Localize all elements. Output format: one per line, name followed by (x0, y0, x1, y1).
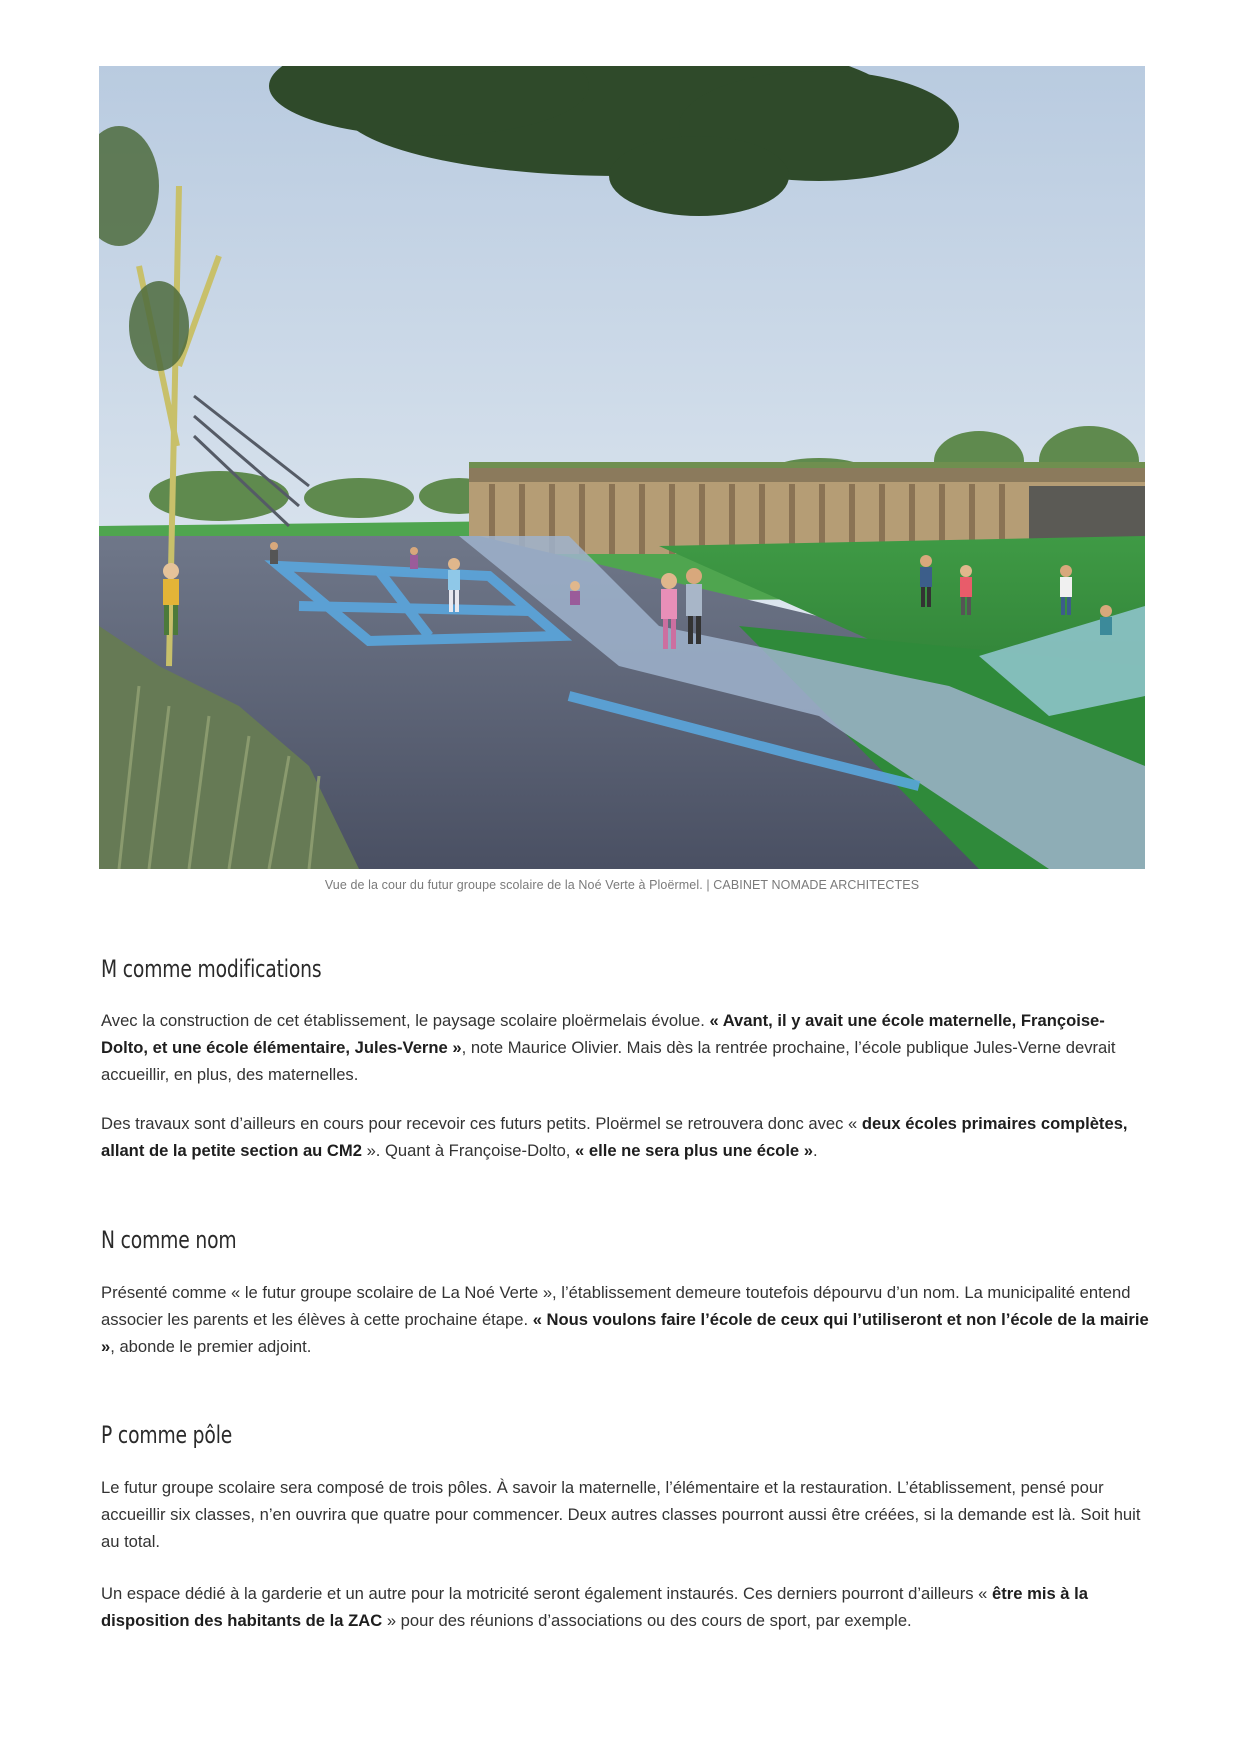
text-run: Un espace dédié à la garderie et un autre pour la motricité seront également instaurés. Ces derniers pourront d’ailleurs « (101, 1584, 993, 1603)
text-run: Présenté comme « le futur groupe scolaire de La Noé Verte », l’établissement demeure toutefois dépourvu d’un nom. La municipalité entend associer les parents et les élèves à cette prochaine étape. (101, 1283, 1131, 1329)
text-run: ». Quant à Françoise-Dolto, (361, 1141, 576, 1160)
paragraph-pole-1 (101, 1474, 1151, 1555)
bold-quote: deux écoles primaires complètes, allant de la petite section au CM2 (101, 1114, 1128, 1160)
text-run: . (813, 1141, 818, 1160)
bold-quote: « Avant, il y avait une école maternelle, Françoise-Dolto, et une école élémentaire, Jules-Verne » (101, 1011, 1105, 1057)
section-title-modifications: M comme modifications (101, 955, 322, 983)
bold-quote: « elle ne sera plus une école » (575, 1141, 813, 1160)
section-title-nom: N comme nom (101, 1226, 237, 1254)
schoolyard-rendering (99, 66, 1145, 869)
schoolyard-illustration (99, 66, 1145, 869)
text-run: , abonde le premier adjoint. (110, 1337, 312, 1356)
bold-quote: être mis à la disposition des habitants de la ZAC (101, 1584, 1088, 1630)
section-title-pole: P comme pôle (101, 1421, 233, 1449)
text-run: , note Maurice Olivier. Mais dès la rentrée prochaine, l’école publique Jules-Verne devrait accueillir, en plus, des maternelles. (101, 1038, 1116, 1084)
paragraph-modifications-2 (101, 1110, 1151, 1164)
paragraph-nom-1 (101, 1279, 1151, 1360)
bold-quote: « Nous voulons faire l’école de ceux qui l’utiliseront et non l’école de la mairie » (101, 1310, 1149, 1356)
paragraph-modifications-1 (101, 1007, 1151, 1088)
figure-caption: Vue de la cour du futur groupe scolaire de la Noé Verte à Ploërmel. | CABINET NOMADE ARCHITECTES (324, 878, 920, 892)
text-run: » pour des réunions d’associations ou des cours de sport, par exemple. (382, 1611, 912, 1630)
text-run: Avec la construction de cet établissement, le paysage scolaire ploërmelais évolue. (101, 1011, 710, 1030)
text-run: Le futur groupe scolaire sera composé de trois pôles. À savoir la maternelle, l’élémentaire et la restauration. L’établissement, pensé pour accueillir six classes, n’en ouvrira que quatre pour commencer. Deux autres classes pourront aussi être créées, si la demande est là. Soit huit au total. (101, 1478, 1141, 1551)
text-run: Des travaux sont d’ailleurs en cours pour recevoir ces futurs petits. Ploërmel se retrouvera donc avec « (101, 1114, 862, 1133)
paragraph-pole-2 (101, 1580, 1151, 1634)
